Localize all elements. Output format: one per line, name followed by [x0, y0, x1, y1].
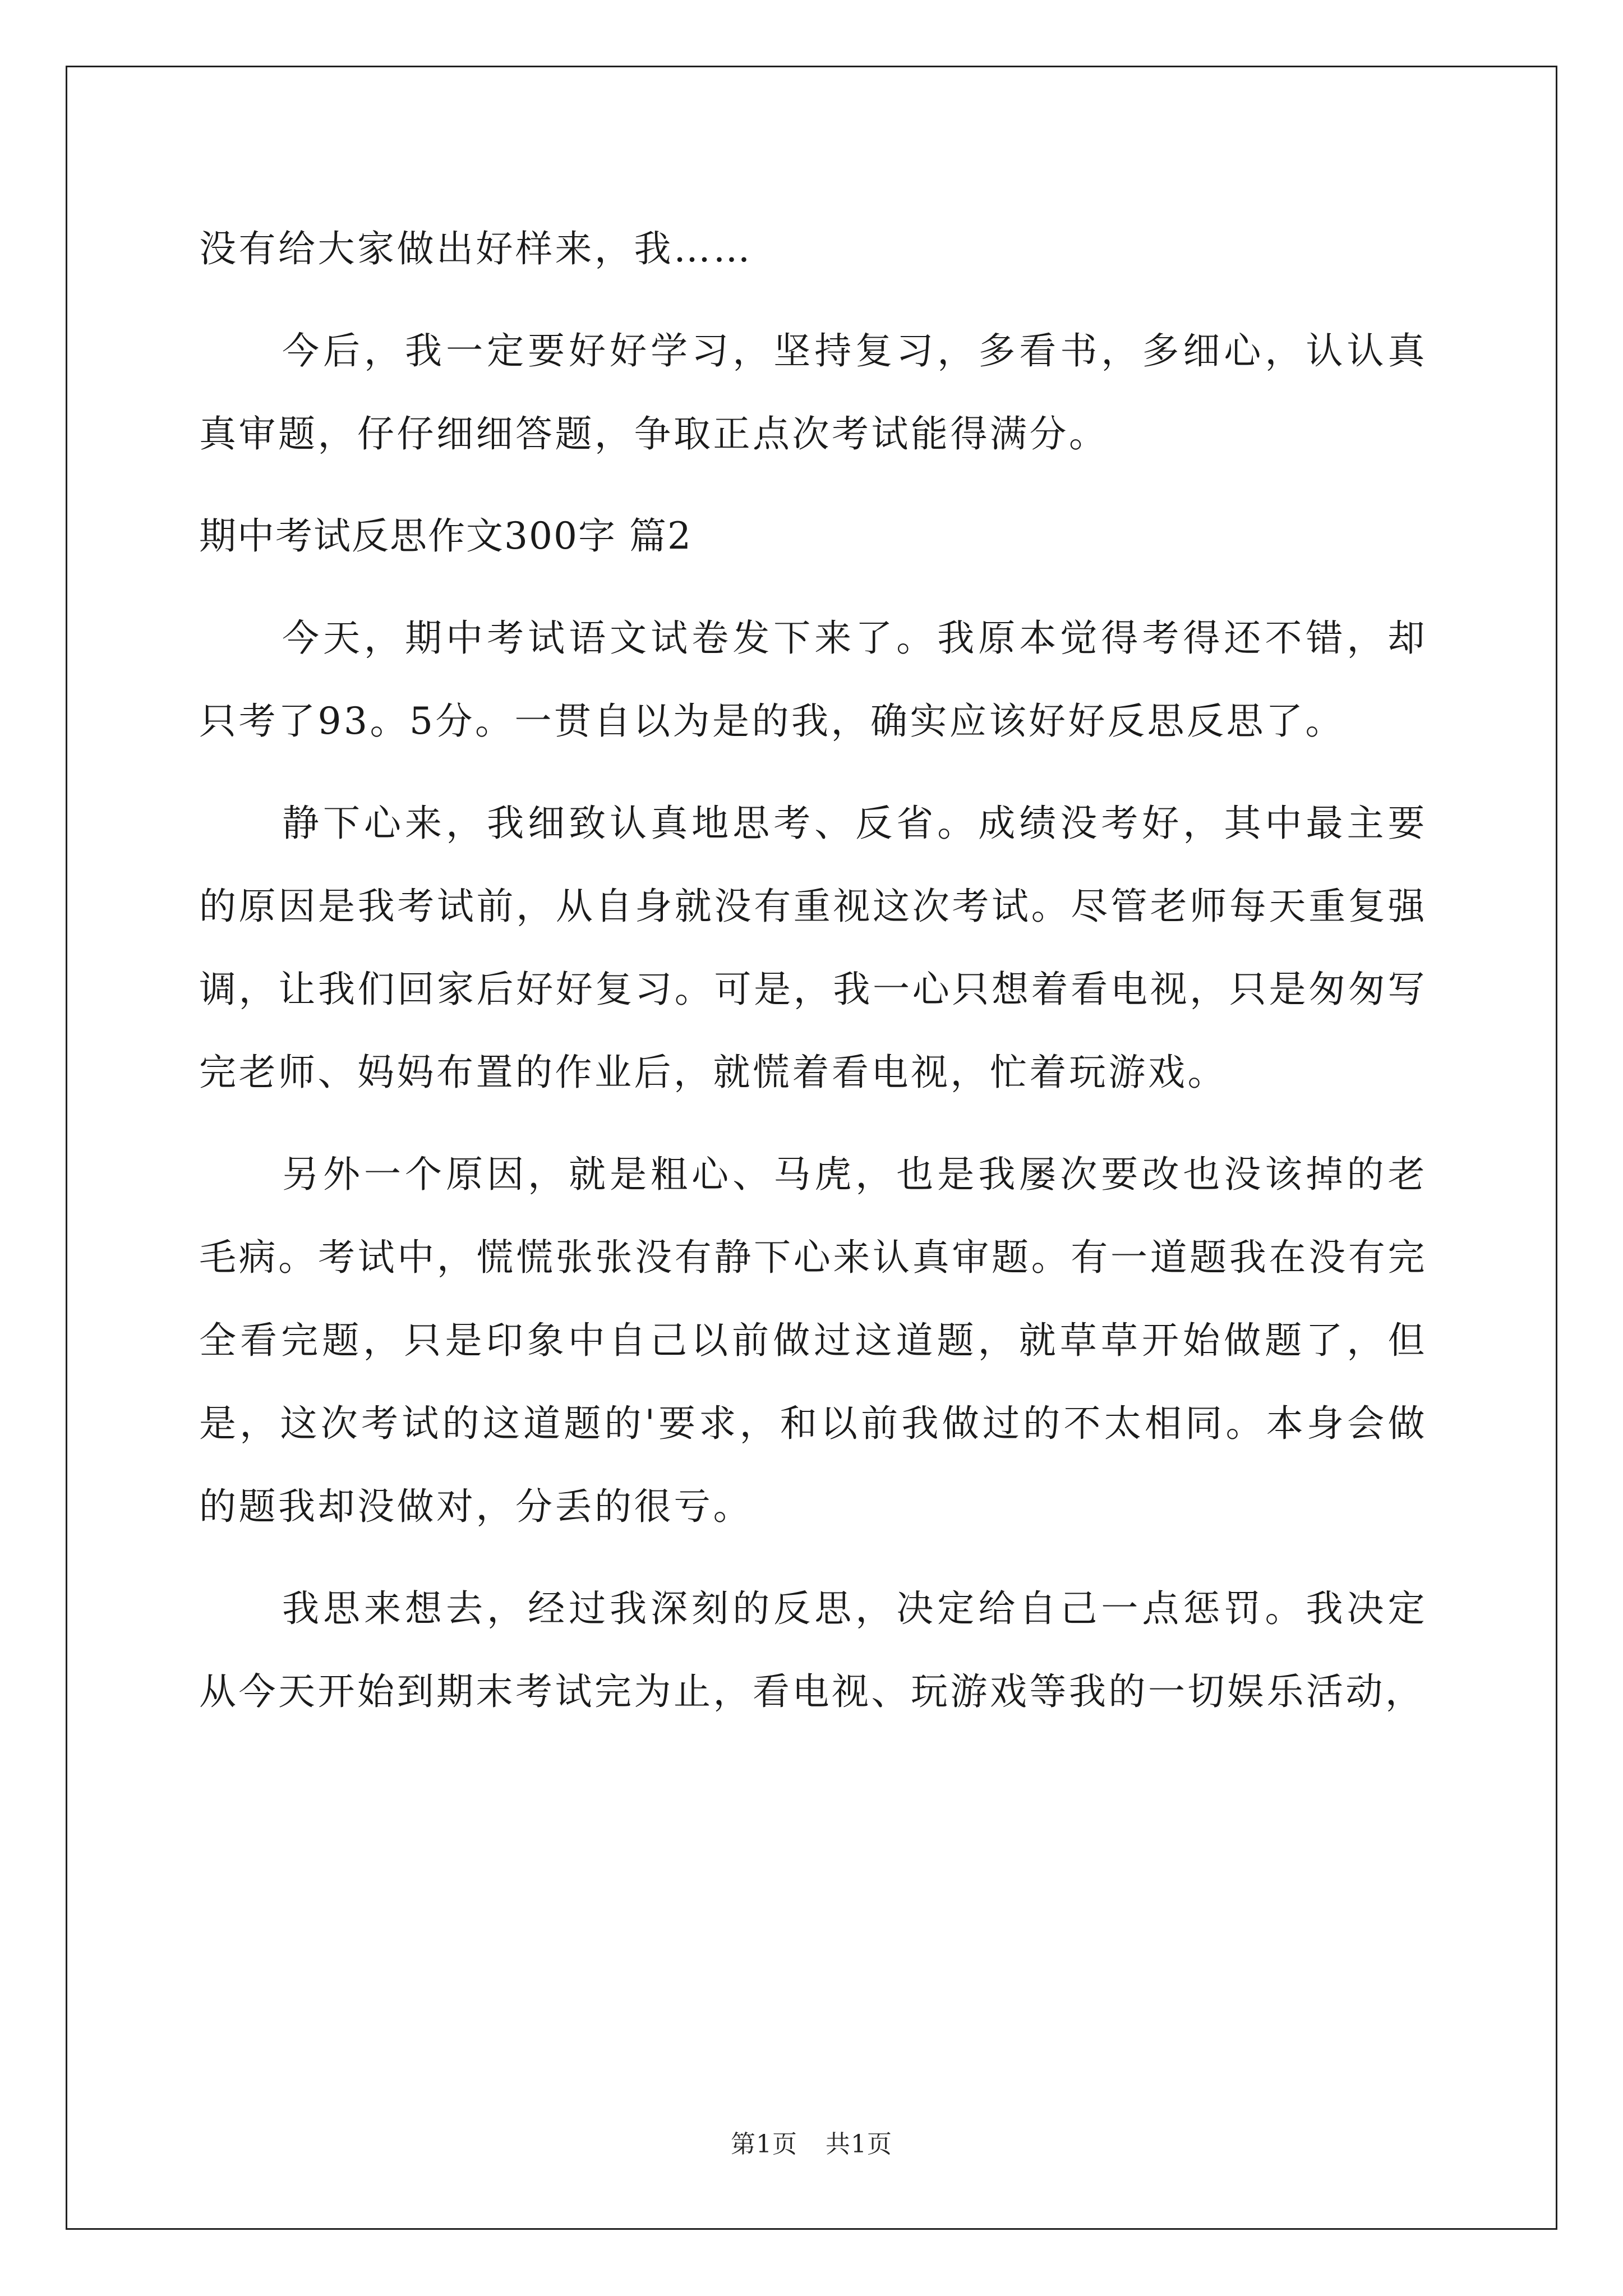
paragraph: 没有给大家做出好样来，我……: [199, 227, 753, 270]
document-body: [199, 208, 1427, 1752]
section-heading: 期中考试反思作文300字 篇2: [199, 514, 692, 558]
page-footer: [0, 2124, 1623, 2160]
page-number: 第1页: [731, 2130, 797, 2159]
paragraph: 今天，期中考试语文试卷发下来了。我原本觉得考得还不错，却只考了93。5分。一贯自以为是的我，确实应该好好反思反思了。: [199, 616, 1427, 743]
paragraph: 另外一个原因，就是粗心、马虎，也是我屡次要改也没该掉的老毛病。考试中，慌慌张张没有静下心来认真审题。有一道题我在没有完全看完题，只是印象中自己以前做过这道题，就草草开始做题了，但是，这次考试的这道题的'要求，和以前我做过的不太相同。本身会做的题我却没做对，分丢的很亏。: [199, 1153, 1427, 1528]
page-total: 共1页: [826, 2130, 892, 2159]
paragraph: 今后，我一定要好好学习，坚持复习，多看书，多细心，认认真真审题，仔仔细细答题，争取正点次考试能得满分。: [199, 329, 1427, 455]
paragraph: 我思来想去，经过我深刻的反思，决定给自己一点惩罚。我决定从今天开始到期末考试完为止，看电视、玩游戏等我的一切娱乐活动，: [199, 1587, 1427, 1713]
paragraph: 静下心来，我细致认真地思考、反省。成绩没考好，其中最主要的原因是我考试前，从自身就没有重视这次考试。尽管老师每天重复强调，让我们回家后好好复习。可是，我一心只想着看电视，只是匆匆写完老师、妈妈布置的作业后，就慌着看电视，忙着玩游戏。: [199, 802, 1427, 1094]
